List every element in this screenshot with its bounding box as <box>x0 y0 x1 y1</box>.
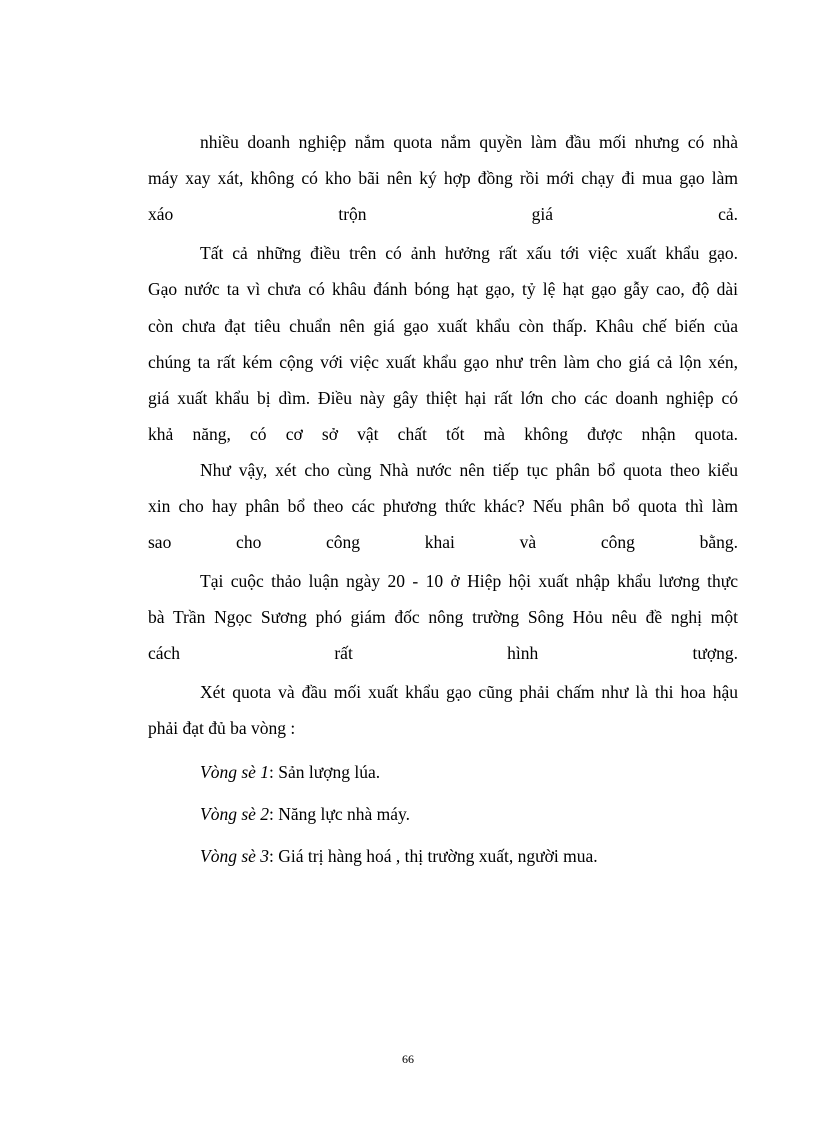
paragraph-2-line-3: còn chưa đạt tiêu chuẩn nên giá gạo xuất khẩu còn thấp. Khâu chế biến của <box>148 316 738 336</box>
paragraph-2-line-4: chúng ta rất kém cộng với việc xuất khẩu gạo như trên làm cho giá cả lộn xén, <box>148 352 738 372</box>
round-text-1: : Sản lượng lúa. <box>269 762 381 782</box>
round-label-3: Vòng sè 3 <box>200 846 270 866</box>
round-label-2: Vòng sè 2 <box>200 804 270 824</box>
paragraph-1-line-3: xáo trộn giá cả. <box>148 204 738 224</box>
paragraph-3-line-1: Như vậy, xét cho cùng Nhà nước nên tiếp tục phân bổ quota theo kiểu <box>200 460 738 480</box>
paragraph-5-line-2: phải đạt đủ ba vòng : <box>148 718 296 738</box>
paragraph-4-line-1: Tại cuộc thảo luận ngày 20 - 10 ở Hiệp hội xuất nhập khẩu lương thực <box>200 571 738 591</box>
paragraph-4-line-3: cách rất hình tượng. <box>148 643 738 663</box>
paragraph-3-line-3: sao cho công khai và công bằng. <box>148 532 738 552</box>
paragraph-2-line-2: Gạo nước ta vì chưa có khâu đánh bóng hạt gạo, tỷ lệ hạt gạo gẫy cao, độ dài <box>148 279 738 299</box>
round-text-3: : Giá trị hàng hoá , thị trường xuất, người mua. <box>269 846 598 866</box>
paragraph-2-line-1: Tất cả những điều trên có ảnh hưởng rất xấu tới việc xuất khẩu gạo. <box>200 243 738 263</box>
paragraph-1-line-1: nhiều doanh nghiệp nắm quota nắm quyền làm đầu mối nhưng có nhà <box>200 132 738 152</box>
paragraph-3-line-2: xin cho hay phân bổ theo các phương thức khác? Nếu phân bổ quota thì làm <box>148 496 738 516</box>
paragraph-2-line-6: khả năng, có cơ sở vật chất tốt mà không được nhận quota. <box>148 424 738 444</box>
round-text-2: : Năng lực nhà máy. <box>269 804 411 824</box>
round-item-2 <box>200 804 410 824</box>
round-label-1: Vòng sè 1 <box>200 762 270 782</box>
page-number: 66 <box>402 1052 414 1066</box>
round-item-3 <box>200 846 598 866</box>
round-item-1 <box>200 762 380 782</box>
paragraph-5-line-1: Xét quota và đầu mối xuất khẩu gạo cũng phải chấm như là thi hoa hậu <box>200 682 738 702</box>
paragraph-1-line-2: máy xay xát, không có kho bãi nên ký hợp đồng rồi mới chạy đi mua gạo làm <box>148 168 738 188</box>
paragraph-4-line-2: bà Trần Ngọc Sương phó giám đốc nông trường Sông Hỏu nêu đề nghị một <box>148 607 738 627</box>
paragraph-2-line-5: giá xuất khẩu bị dìm. Điều này gây thiệt hại rất lớn cho các doanh nghiệp có <box>148 388 738 408</box>
